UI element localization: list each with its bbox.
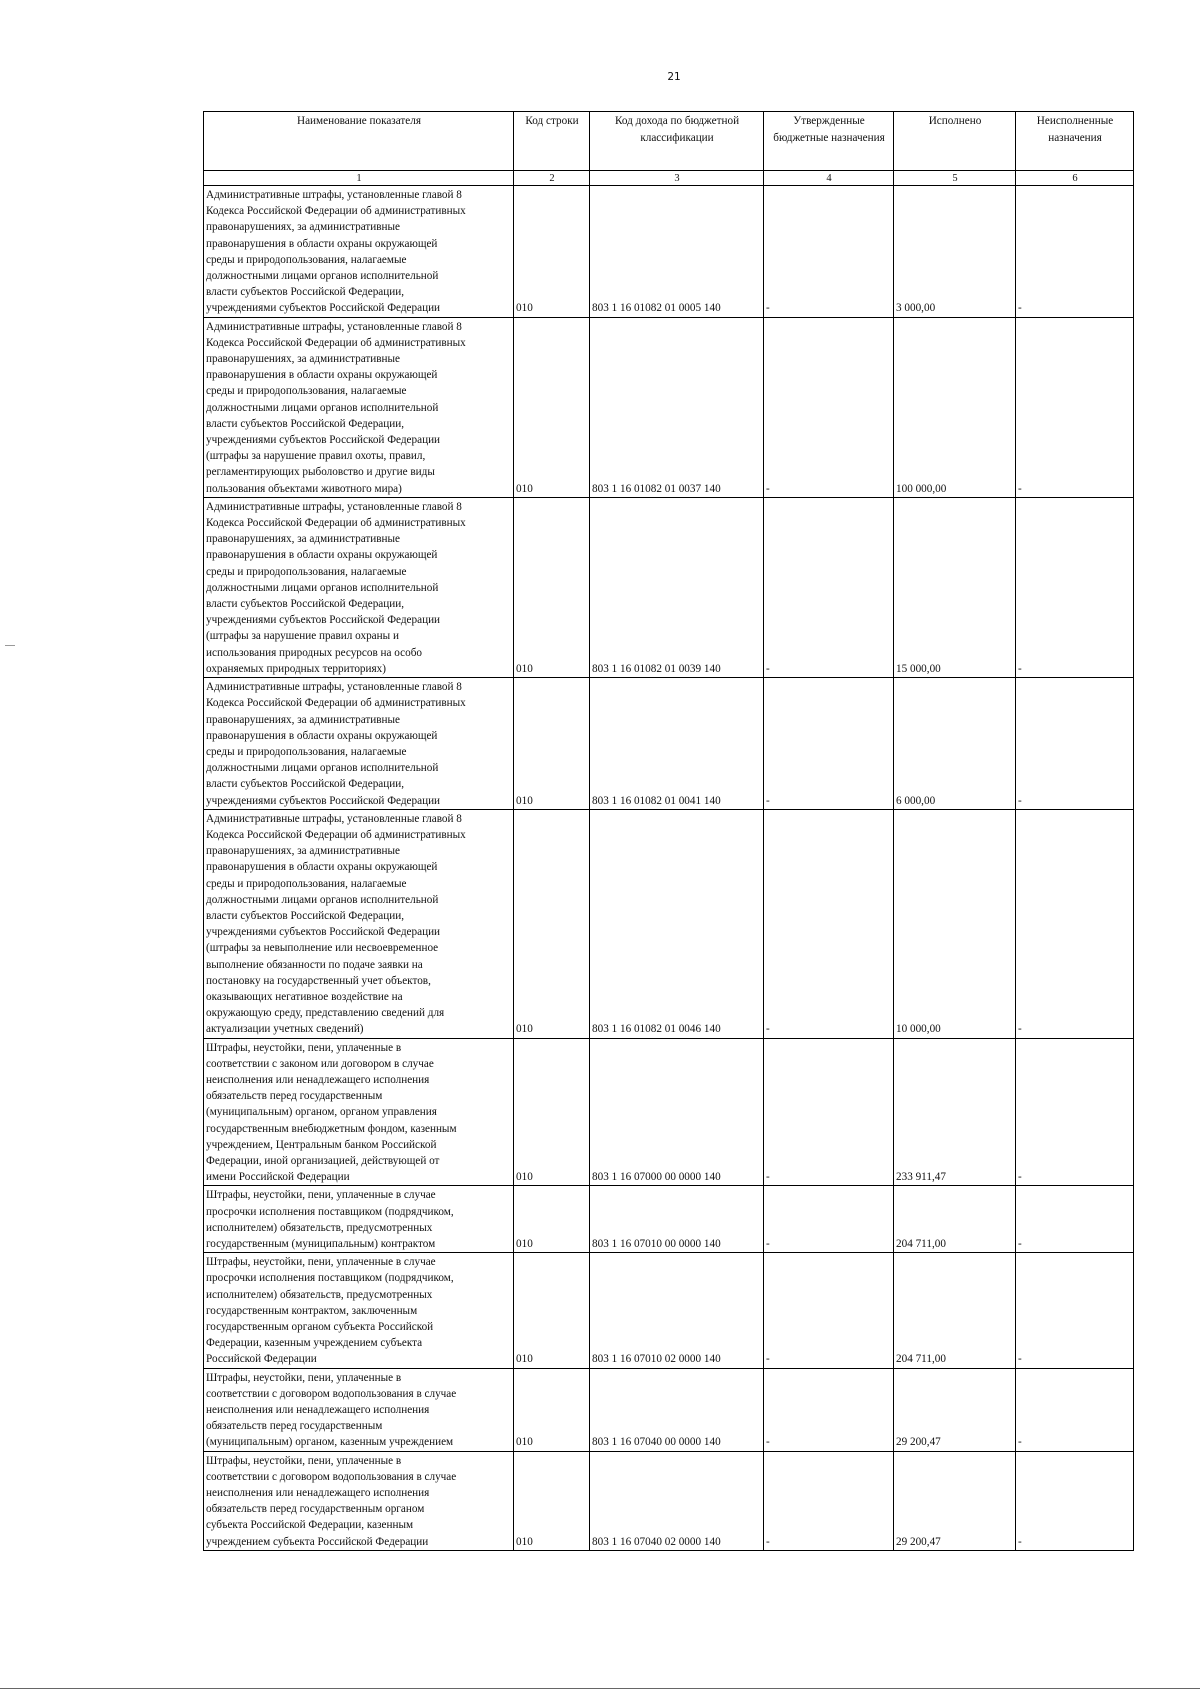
budget-income-table [203,111,1134,1551]
row-income-code: 803 1 16 07040 00 0000 140 [590,1368,764,1451]
row-income-code: 803 1 16 07010 02 0000 140 [590,1253,764,1368]
row-indicator-name: Административные штрафы, установленные главой 8 Кодекса Российской Федерации об административных правонарушениях, за административные правонарушения в области охраны окружающей среды и природопользования, налагаемые должностными лицами органов исполнительной власти субъектов Российской Федерации, учреждениями субъектов Российской Федерации (штрафы за невыполнение или несвоевременное выполнение обязанности по подаче заявки на постановку на государственный учет объектов, оказывающих негативное воздействие на окружающую среду, представлению сведений для актуализации учетных сведений) [204,809,514,1038]
page-number: 21 [667,71,681,83]
table-row [204,317,1134,497]
row-income-code: 803 1 16 01082 01 0041 140 [590,678,764,810]
table-row [204,186,1134,318]
row-line-code: 010 [514,1186,590,1253]
table-row [204,809,1134,1038]
row-unexecuted: - [1016,317,1134,497]
row-approved: - [764,317,894,497]
column-number: 2 [514,171,590,186]
row-indicator-name: Штрафы, неустойки, пени, уплаченные в соответствии с законом или договором в случае неисполнения или ненадлежащего исполнения обязательств перед государственным (муниципальным) органом, органом управления государственным внебюджетным фондом, казенным учреждением, Центральным банком Российской Федерации, иной организацией, действующей от имени Российской Федерации [204,1038,514,1186]
header-line-code: Код строки [514,112,590,171]
column-number: 4 [764,171,894,186]
row-income-code: 803 1 16 01082 01 0037 140 [590,317,764,497]
table-row [204,1038,1134,1186]
row-line-code: 010 [514,317,590,497]
row-approved: - [764,1038,894,1186]
row-indicator-name: Административные штрафы, установленные главой 8 Кодекса Российской Федерации об административных правонарушениях, за административные правонарушения в области охраны окружающей среды и природопользования, налагаемые должностными лицами органов исполнительной власти субъектов Российской Федерации, учреждениями субъектов Российской Федерации (штрафы за нарушение правил охоты, правил, регламентирующих рыболовство и другие виды пользования объектами животного мира) [204,317,514,497]
row-executed: 15 000,00 [894,497,1016,677]
row-indicator-name: Штрафы, неустойки, пени, уплаченные в случае просрочки исполнения поставщиком (подрядчиком, исполнителем) обязательств, предусмотренных государственным контрактом, заключенным государственным органом субъекта Российской Федерации, казенным учреждением субъекта Российской Федерации [204,1253,514,1368]
row-approved: - [764,1253,894,1368]
scan-mark [5,645,15,646]
row-line-code: 010 [514,1368,590,1451]
header-approved: Утвержденные бюджетные назначения [764,112,894,171]
row-income-code: 803 1 16 07040 02 0000 140 [590,1451,764,1550]
table-row [204,497,1134,677]
column-number: 3 [590,171,764,186]
row-unexecuted: - [1016,186,1134,318]
row-line-code: 010 [514,1038,590,1186]
row-approved: - [764,1368,894,1451]
row-unexecuted: - [1016,809,1134,1038]
row-line-code: 010 [514,678,590,810]
header-income-code: Код дохода по бюджетной классификации [590,112,764,171]
header-indicator-name: Наименование показателя [204,112,514,171]
column-number: 1 [204,171,514,186]
row-approved: - [764,678,894,810]
row-executed: 3 000,00 [894,186,1016,318]
row-income-code: 803 1 16 07000 00 0000 140 [590,1038,764,1186]
bottom-rule [0,1688,1200,1689]
row-line-code: 010 [514,1253,590,1368]
row-indicator-name: Штрафы, неустойки, пени, уплаченные в соответствии с договором водопользования в случае неисполнения или ненадлежащего исполнения обязательств перед государственным (муниципальным) органом, казенным учреждением [204,1368,514,1451]
row-approved: - [764,186,894,318]
row-line-code: 010 [514,1451,590,1550]
header-executed: Исполнено [894,112,1016,171]
table-row [204,678,1134,810]
row-unexecuted: - [1016,1038,1134,1186]
row-executed: 29 200,47 [894,1451,1016,1550]
row-income-code: 803 1 16 01082 01 0005 140 [590,186,764,318]
table-row [204,1253,1134,1368]
row-indicator-name: Штрафы, неустойки, пени, уплаченные в соответствии с договором водопользования в случае неисполнения или ненадлежащего исполнения обязательств перед государственным органом субъекта Российской Федерации, казенным учреждением субъекта Российской Федерации [204,1451,514,1550]
row-approved: - [764,497,894,677]
header-unexecuted: Неисполненные назначения [1016,112,1134,171]
row-executed: 233 911,47 [894,1038,1016,1186]
row-executed: 100 000,00 [894,317,1016,497]
row-line-code: 010 [514,809,590,1038]
row-indicator-name: Административные штрафы, установленные главой 8 Кодекса Российской Федерации об административных правонарушениях, за административные правонарушения в области охраны окружающей среды и природопользования, налагаемые должностными лицами органов исполнительной власти субъектов Российской Федерации, учреждениями субъектов Российской Федерации (штрафы за нарушение правил охраны и использования природных ресурсов на особо охраняемых природных территориях) [204,497,514,677]
table-row [204,1451,1134,1550]
row-income-code: 803 1 16 01082 01 0046 140 [590,809,764,1038]
row-executed: 204 711,00 [894,1186,1016,1253]
table-header-row [204,112,1134,171]
row-executed: 204 711,00 [894,1253,1016,1368]
row-approved: - [764,1186,894,1253]
row-line-code: 010 [514,186,590,318]
row-unexecuted: - [1016,497,1134,677]
table-body [204,112,1134,1551]
column-number-row [204,171,1134,186]
row-line-code: 010 [514,497,590,677]
column-number: 5 [894,171,1016,186]
column-number: 6 [1016,171,1134,186]
row-unexecuted: - [1016,678,1134,810]
row-unexecuted: - [1016,1368,1134,1451]
row-unexecuted: - [1016,1253,1134,1368]
row-approved: - [764,1451,894,1550]
row-approved: - [764,809,894,1038]
row-unexecuted: - [1016,1451,1134,1550]
table-row [204,1186,1134,1253]
row-indicator-name: Административные штрафы, установленные главой 8 Кодекса Российской Федерации об административных правонарушениях, за административные правонарушения в области охраны окружающей среды и природопользования, налагаемые должностными лицами органов исполнительной власти субъектов Российской Федерации, учреждениями субъектов Российской Федерации [204,678,514,810]
row-indicator-name: Штрафы, неустойки, пени, уплаченные в случае просрочки исполнения поставщиком (подрядчиком, исполнителем) обязательств, предусмотренных государственным (муниципальным) контрактом [204,1186,514,1253]
row-income-code: 803 1 16 01082 01 0039 140 [590,497,764,677]
row-executed: 29 200,47 [894,1368,1016,1451]
row-indicator-name: Административные штрафы, установленные главой 8 Кодекса Российской Федерации об административных правонарушениях, за административные правонарушения в области охраны окружающей среды и природопользования, налагаемые должностными лицами органов исполнительной власти субъектов Российской Федерации, учреждениями субъектов Российской Федерации [204,186,514,318]
row-executed: 6 000,00 [894,678,1016,810]
row-executed: 10 000,00 [894,809,1016,1038]
row-unexecuted: - [1016,1186,1134,1253]
row-income-code: 803 1 16 07010 00 0000 140 [590,1186,764,1253]
table-row [204,1368,1134,1451]
